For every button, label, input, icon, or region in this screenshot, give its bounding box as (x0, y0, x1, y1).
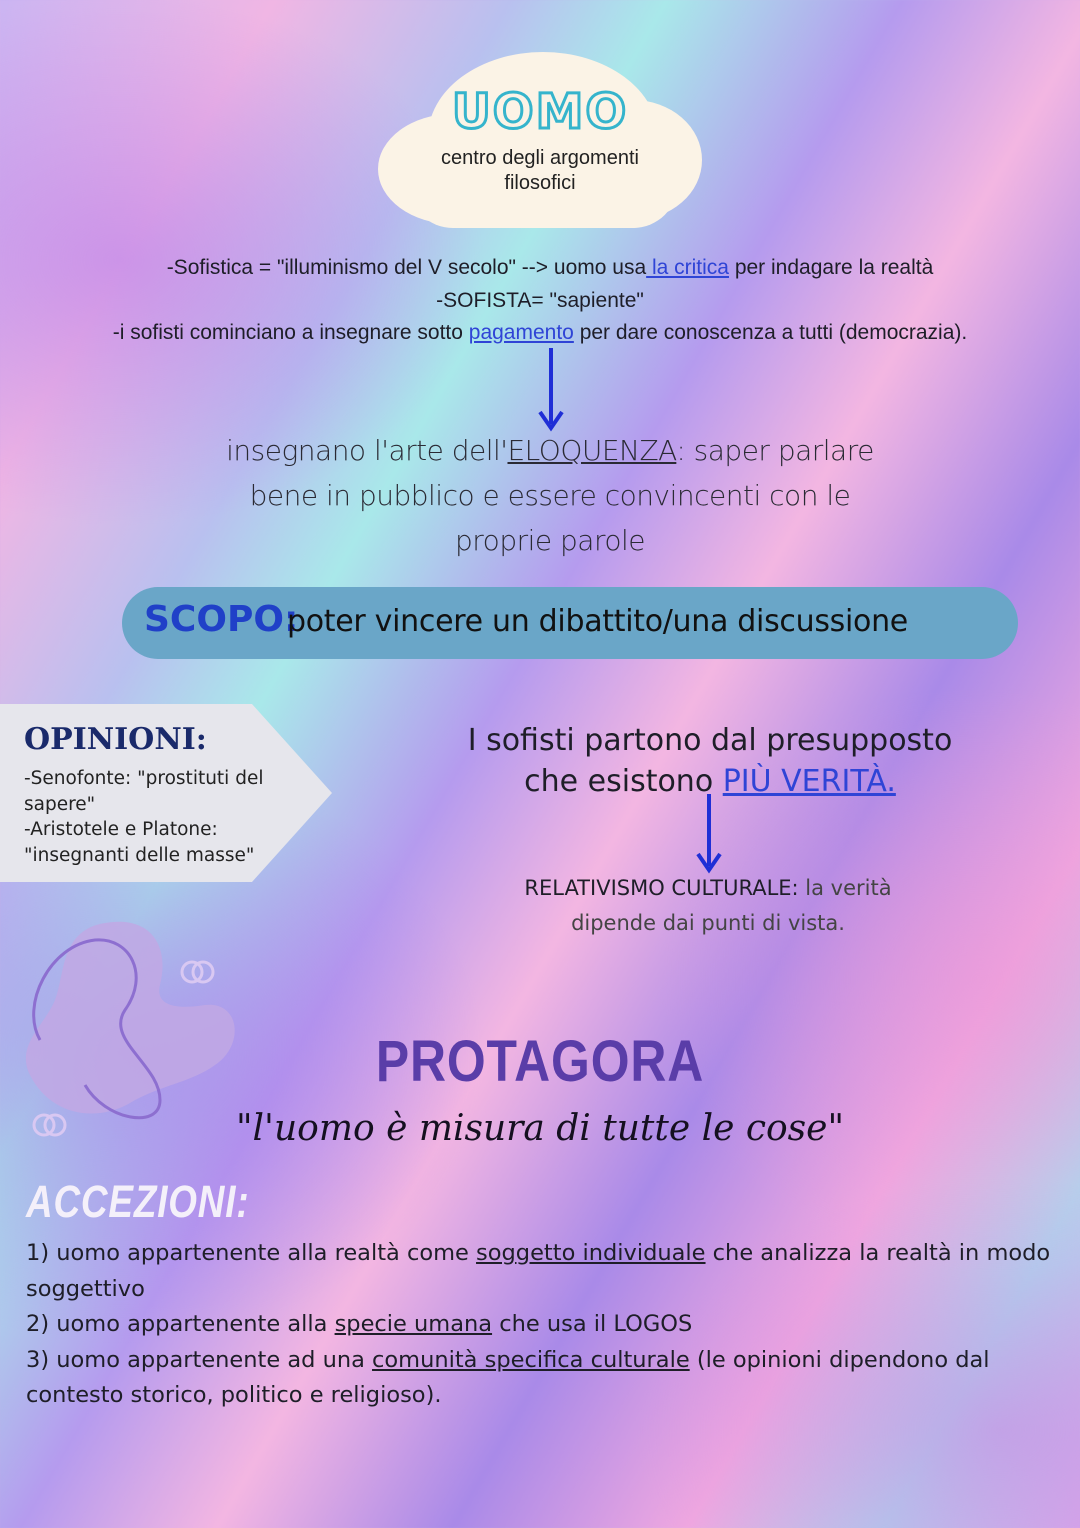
relativismo-text: RELATIVISMO CULTURALE: la verità dipende dai punti di vista. (524, 876, 892, 935)
scopo-banner (122, 587, 1018, 659)
relativismo-label: RELATIVISMO CULTURALE: (524, 876, 799, 900)
link-piu-verita: PIÙ VERITÀ. (722, 764, 896, 799)
intro-line-sofista: -SOFISTA= "sapiente" (436, 289, 644, 312)
link-pagamento: pagamento (468, 321, 574, 344)
list-item: 2) uomo appartenente alla specie umana che usa il LOGOS (26, 1311, 693, 1337)
cloud-subtitle-line: centro degli argomenti (441, 147, 639, 169)
accezioni-title: ACCEZIONI: (26, 1176, 250, 1227)
intro-line-sofistica: -Sofistica = "illuminismo del V secolo" --> uomo usa la critica per indagare la realtà (166, 256, 934, 279)
arrow-down-icon (536, 348, 566, 434)
link-la-critica: la critica (646, 256, 729, 279)
intro-line-pagamento: -i sofisti cominciano a insegnare sotto pagamento per dare conoscenza a tutti (democrazia). (112, 321, 968, 344)
list-item: 1) uomo appartenente alla realtà come soggetto individuale che analizza la realtà in modo soggettivo (26, 1240, 1051, 1302)
arrow-down-icon (694, 794, 724, 876)
protagora-name: PROTAGORA (375, 1029, 705, 1094)
opinioni-title: OPINIONI: (24, 722, 207, 757)
scopo-text: poter vincere un dibattito/una discussione (287, 604, 908, 639)
verita-text: I sofisti partono dal presupposto che esistono PIÙ VERITÀ. (467, 723, 953, 799)
eloquenza-keyword: ELOQUENZA (507, 434, 677, 467)
opinioni-box (0, 704, 332, 882)
cloud-title: UOMO (451, 84, 629, 140)
scopo-label: SCOPO: (144, 599, 299, 640)
protagora-quote: "l'uomo è misura di tutte le cose" (235, 1108, 845, 1149)
opinioni-body: -Senofonte: "prostituti del sapere" -Aristotele e Platone: "insegnanti delle masse" (24, 768, 264, 866)
accezioni-list (26, 1236, 1056, 1414)
list-item: 3) uomo appartenente ad una comunità specifica culturale (le opinioni dipendono dal contesto storico, politico e religioso). (26, 1346, 990, 1408)
eloquenza-text: insegnano l'arte dell'ELOQUENZA: saper parlare bene in pubblico e essere convincenti con le proprie parole (226, 434, 874, 557)
cloud-subtitle-line: filosofici (504, 172, 576, 194)
cloud-subtitle (398, 146, 682, 196)
uomo-cloud (378, 42, 702, 228)
